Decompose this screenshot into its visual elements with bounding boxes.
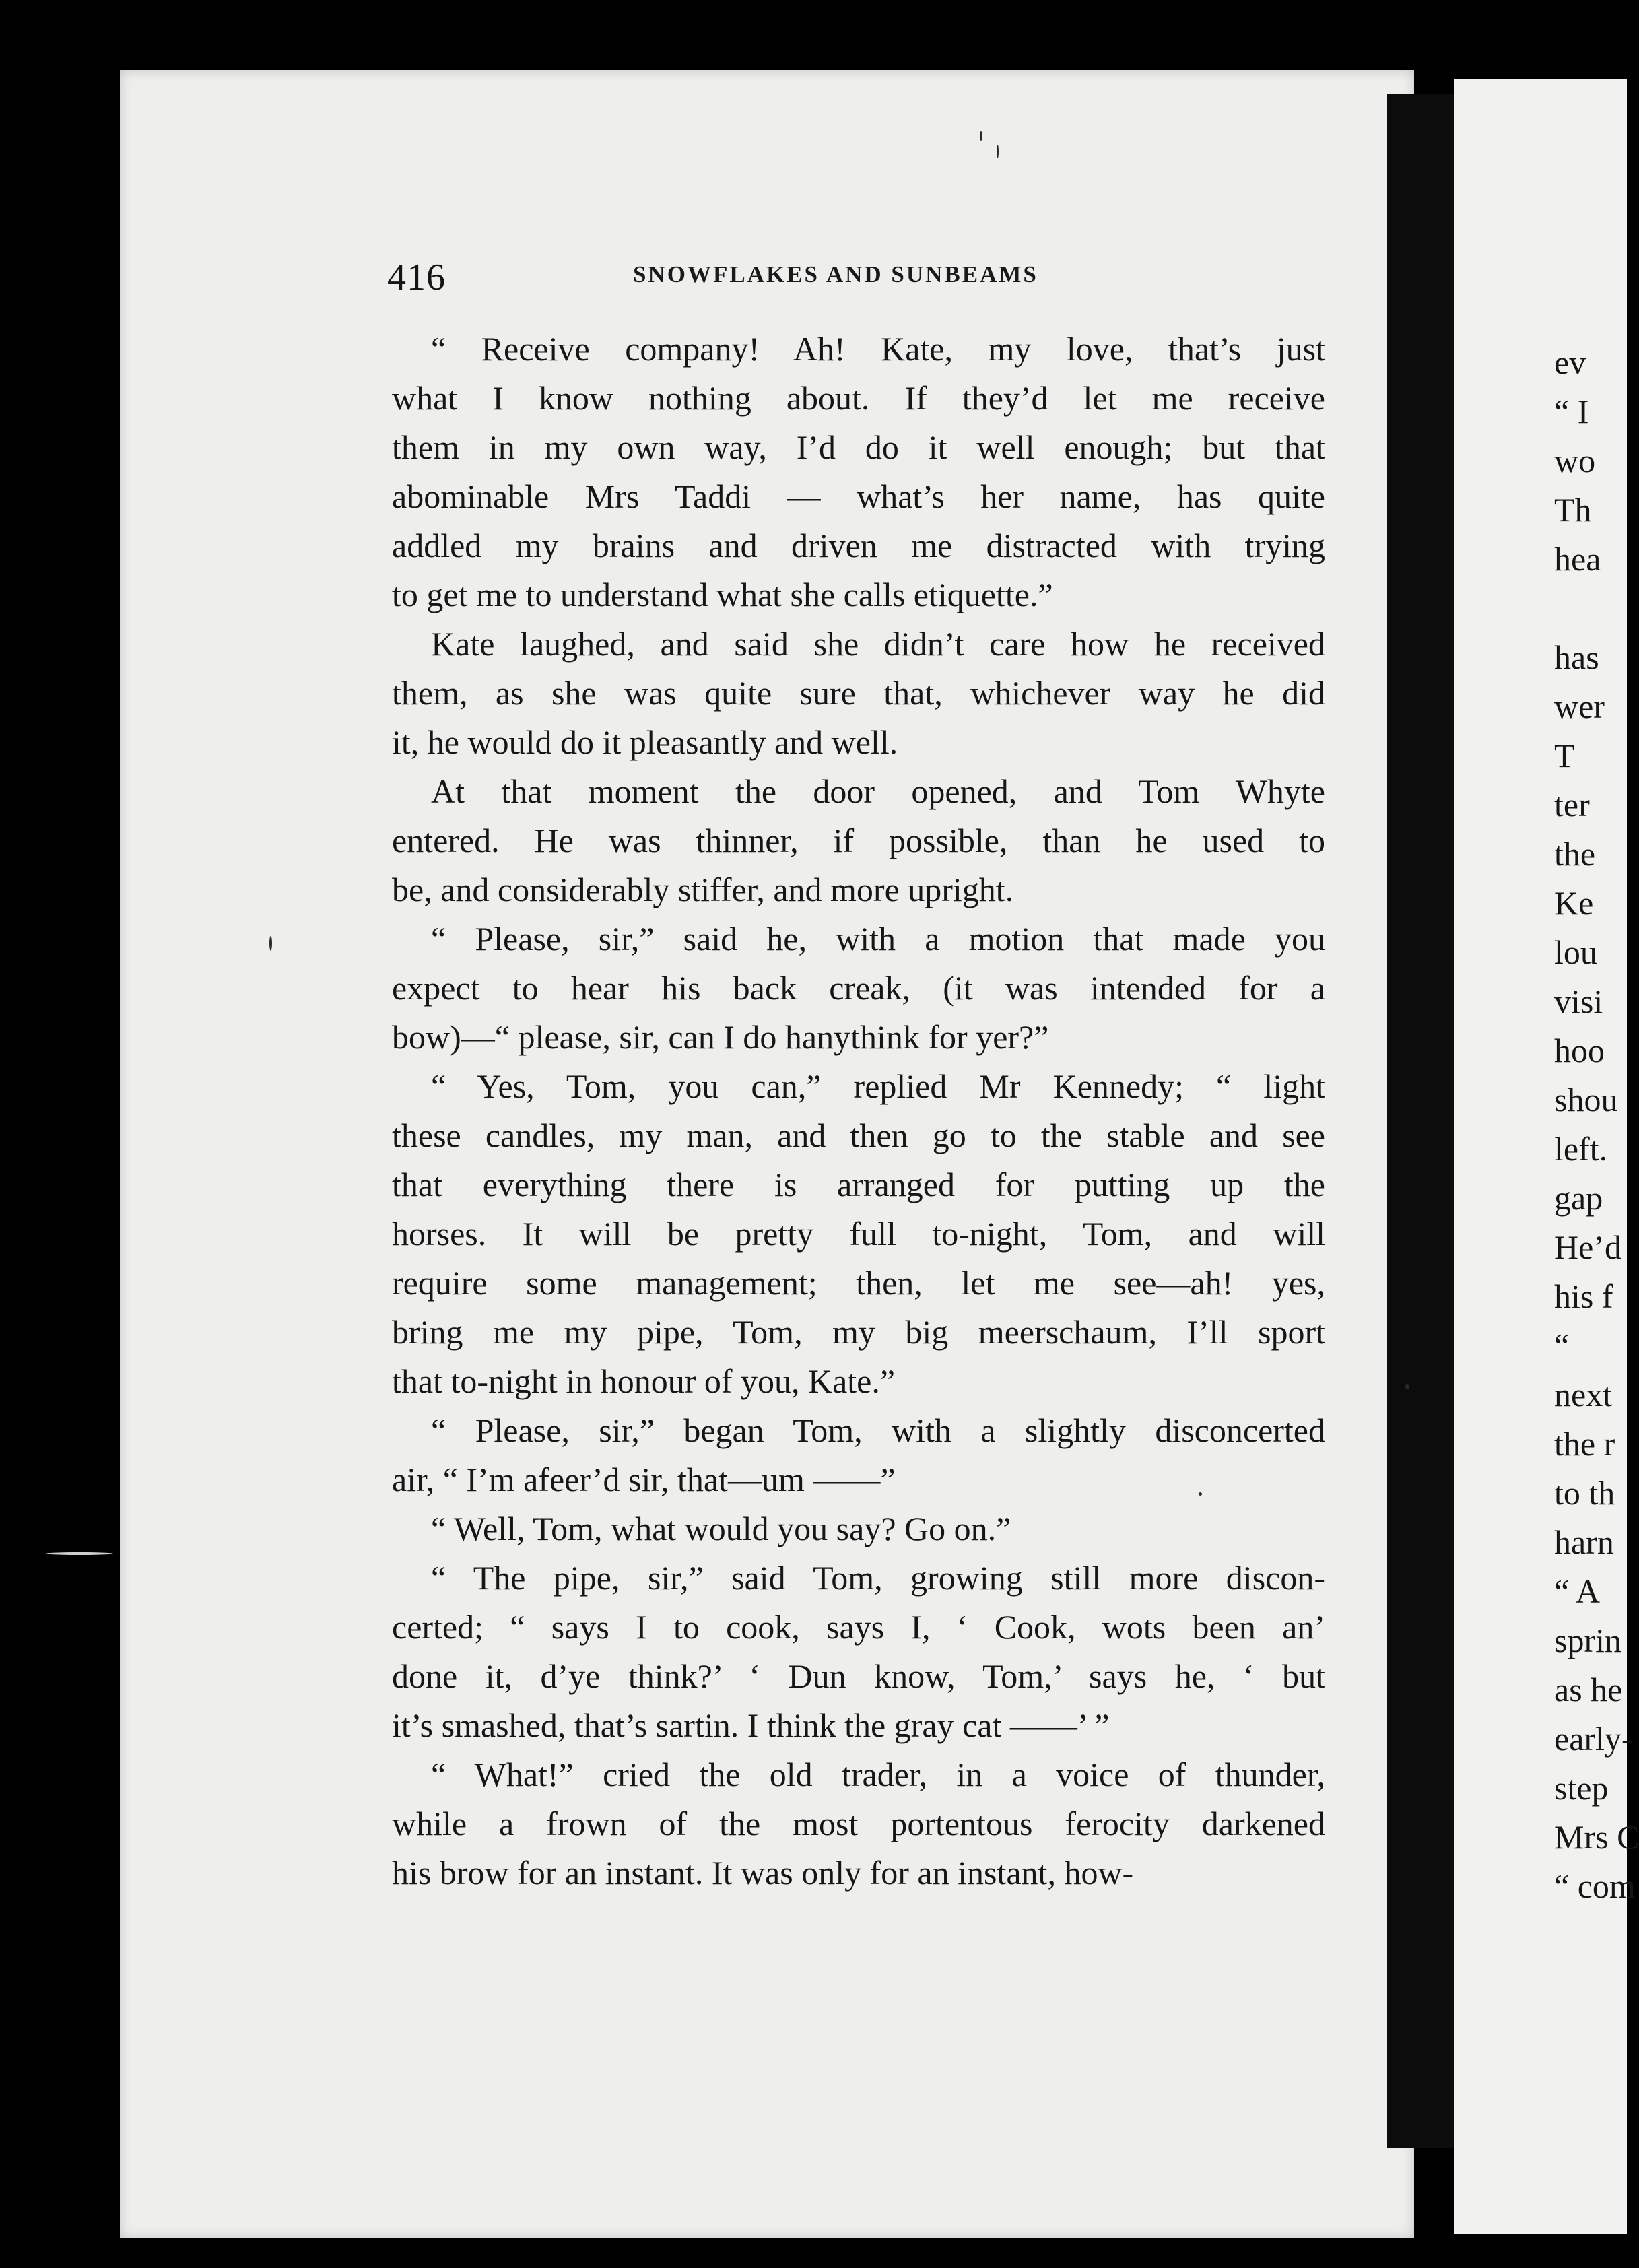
right-page-fragment: hoo: [1554, 1032, 1605, 1069]
right-page-text-fragments: [1554, 338, 1639, 1911]
text-line: abominable Mrs Taddi — what’s her name, has quite: [392, 477, 1325, 515]
scan-speck: [1199, 1492, 1202, 1496]
text-line: horses. It will be pretty full to-night, Tom, and will: [392, 1215, 1325, 1253]
text-line: require some management; then, let me see—ah! yes,: [392, 1264, 1325, 1302]
right-page-fragment: sprin: [1554, 1622, 1621, 1659]
body-text: [392, 325, 1325, 1898]
text-line: expect to hear his back creak, (it was intended for a: [392, 969, 1325, 1007]
right-page-fragment: the: [1554, 835, 1596, 873]
paragraph: [392, 1750, 1325, 1898]
scan-speck: [269, 936, 272, 951]
text-line: bow)—“ please, sir, can I do hanythink for yer?”: [392, 1018, 1049, 1056]
scan-speck: [997, 145, 999, 158]
scan-speck: [980, 131, 982, 141]
page-number: 416: [387, 257, 446, 298]
text-line: “ Receive company! Ah! Kate, my love, that’s just: [431, 330, 1325, 368]
text-line: to get me to understand what she calls etiquette.”: [392, 576, 1053, 613]
paragraph: [392, 1062, 1325, 1406]
scan-speck: [46, 1552, 113, 1555]
right-page-fragment: Mrs C: [1554, 1818, 1639, 1856]
right-page-fragment: Th: [1554, 491, 1592, 529]
right-page-fragment: as he: [1554, 1671, 1623, 1708]
right-page-fragment: to th: [1554, 1474, 1615, 1512]
right-page-fragment: early-: [1554, 1720, 1633, 1758]
text-line: bring me my pipe, Tom, my big meerschaum, I’ll sport: [392, 1313, 1325, 1351]
text-line: “ Well, Tom, what would you say? Go on.”: [431, 1510, 1011, 1547]
right-page-fragment: He’d: [1554, 1228, 1621, 1266]
text-line: air, “ I’m afeer’d sir, that—um ——”: [392, 1461, 896, 1498]
paragraph: [392, 1504, 1325, 1554]
right-page-fragment: hea: [1554, 540, 1601, 578]
text-line: Kate laughed, and said she didn’t care how he received: [431, 625, 1325, 663]
right-page-fragment: shou: [1554, 1081, 1618, 1119]
text-line: addled my brains and driven me distracted with trying: [392, 527, 1325, 564]
right-page-fragment: “: [1554, 1327, 1570, 1364]
text-line: “ What!” cried the old trader, in a voice of thunder,: [431, 1756, 1325, 1793]
paragraph: [392, 1554, 1325, 1750]
text-line: them, as she was quite sure that, whichever way he did: [392, 674, 1325, 712]
text-line: them in my own way, I’d do it well enough; but that: [392, 428, 1325, 466]
right-page-fragment: harn: [1554, 1523, 1614, 1561]
text-line: be, and considerably stiffer, and more upright.: [392, 871, 1014, 908]
right-page-fragment: ev: [1554, 343, 1586, 381]
right-page-fragment: “ I: [1554, 393, 1589, 430]
text-line: while a frown of the most portentous ferocity darkened: [392, 1805, 1325, 1842]
book-gutter: [1387, 94, 1461, 2148]
right-page-fragment: wo: [1554, 442, 1596, 479]
right-page-fragment: wer: [1554, 688, 1605, 725]
right-page-fragment: visi: [1554, 982, 1603, 1020]
right-page-fragment: left.: [1554, 1130, 1608, 1168]
paragraph: [392, 914, 1325, 1062]
paragraph: [392, 1406, 1325, 1504]
running-title: SNOWFLAKES AND SUNBEAMS: [633, 261, 1038, 288]
text-line: “ Yes, Tom, you can,” replied Mr Kennedy; “ light: [431, 1067, 1325, 1105]
right-page-fragment: the r: [1554, 1425, 1615, 1463]
text-line: “ The pipe, sir,” said Tom, growing still more discon-: [431, 1559, 1325, 1597]
right-page-fragment: Ke: [1554, 884, 1594, 922]
text-line: it’s smashed, that’s sartin. I think the gray cat ——’ ”: [392, 1706, 1110, 1744]
text-line: “ Please, sir,” said he, with a motion that made you: [431, 920, 1325, 958]
right-page-fragment: has: [1554, 638, 1599, 676]
right-page-fragment: [1554, 584, 1635, 633]
right-page-fragment: ter: [1554, 786, 1590, 824]
right-page-fragment: lou: [1554, 933, 1597, 971]
text-line: “ Please, sir,” began Tom, with a slightly disconcerted: [431, 1411, 1325, 1449]
paragraph: [392, 620, 1325, 767]
text-line: it, he would do it pleasantly and well.: [392, 723, 898, 761]
right-page-fragment: next: [1554, 1376, 1613, 1413]
scan-speck: [1405, 1384, 1409, 1389]
right-page-fragment: his f: [1554, 1277, 1613, 1315]
paragraph: [392, 325, 1325, 620]
right-page-fragment: “ com: [1554, 1867, 1636, 1905]
right-page-fragment: gap: [1554, 1179, 1603, 1217]
right-page-fragment: “ A: [1554, 1572, 1601, 1610]
text-line: his brow for an instant. It was only for an instant, how-: [392, 1854, 1134, 1892]
right-page-fragment: step: [1554, 1769, 1609, 1807]
text-line: done it, d’ye think?’ ‘ Dun know, Tom,’ says he, ‘ but: [392, 1657, 1325, 1695]
right-page-fragment: T: [1554, 737, 1575, 774]
text-line: At that moment the door opened, and Tom Whyte: [431, 772, 1325, 810]
text-line: these candles, my man, and then go to the stable and see: [392, 1116, 1325, 1154]
text-line: entered. He was thinner, if possible, than he used to: [392, 822, 1325, 859]
text-line: what I know nothing about. If they’d let me receive: [392, 379, 1325, 417]
paragraph: [392, 767, 1325, 914]
text-line: that everything there is arranged for putting up the: [392, 1166, 1325, 1203]
text-line: certed; “ says I to cook, says I, ‘ Cook, wots been an’: [392, 1608, 1325, 1646]
text-line: that to-night in honour of you, Kate.”: [392, 1362, 896, 1400]
